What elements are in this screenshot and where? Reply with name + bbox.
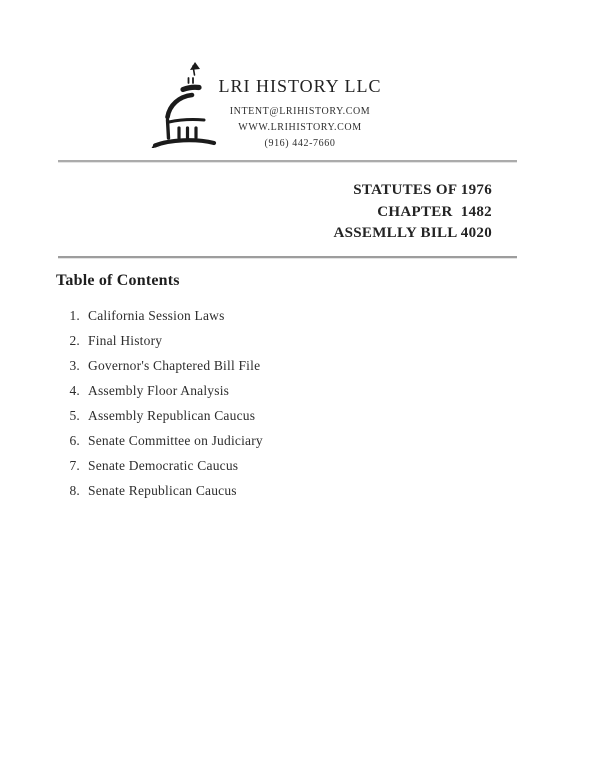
divider-bottom bbox=[58, 256, 517, 259]
chapter-line: CHAPTER 1482 bbox=[377, 203, 492, 220]
toc-item-number: 7. bbox=[69, 457, 80, 473]
toc-item bbox=[69, 478, 489, 503]
toc-item bbox=[69, 353, 489, 378]
toc-item-number: 1. bbox=[69, 307, 80, 323]
statute-heading bbox=[333, 180, 492, 245]
toc-item bbox=[69, 453, 489, 478]
divider-top bbox=[58, 160, 517, 163]
toc-item bbox=[69, 428, 489, 453]
toc-item-number: 4. bbox=[69, 382, 80, 398]
toc-item-number: 8. bbox=[69, 482, 80, 498]
toc-item-label: Assembly Floor Analysis bbox=[88, 382, 230, 398]
toc-item bbox=[69, 328, 489, 353]
assembly-bill-line: ASSEMLLY BILL 4020 bbox=[333, 225, 492, 241]
toc-heading: Table of Contents bbox=[56, 272, 180, 289]
toc-item-label: Assembly Republican Caucus bbox=[88, 407, 256, 423]
toc-item-label: Senate Republican Caucus bbox=[88, 482, 237, 498]
toc-item-number: 5. bbox=[69, 407, 80, 423]
company-phone: (916) 442-7660 bbox=[264, 138, 336, 149]
toc-item bbox=[69, 378, 489, 403]
toc-item-label: Senate Democratic Caucus bbox=[88, 457, 239, 473]
toc-item-label: California Session Laws bbox=[88, 307, 225, 323]
toc-item-label: Senate Committee on Judiciary bbox=[88, 432, 263, 448]
toc-item-label: Governor's Chaptered Bill File bbox=[88, 357, 261, 373]
toc-item-number: 3. bbox=[69, 357, 80, 373]
toc-item bbox=[69, 403, 489, 428]
company-website: WWW.LRIHISTORY.COM bbox=[238, 122, 362, 133]
toc-item-number: 2. bbox=[69, 332, 80, 348]
toc-item-label: Final History bbox=[88, 332, 163, 348]
company-name: LRI HISTORY LLC bbox=[218, 76, 382, 96]
statutes-year-line: STATUTES OF 1976 bbox=[353, 182, 492, 198]
toc-list bbox=[69, 303, 489, 503]
toc-item-number: 6. bbox=[69, 432, 80, 448]
company-email: INTENT@LRIHISTORY.COM bbox=[229, 106, 371, 117]
toc-item bbox=[69, 303, 489, 328]
letterhead bbox=[170, 76, 430, 152]
